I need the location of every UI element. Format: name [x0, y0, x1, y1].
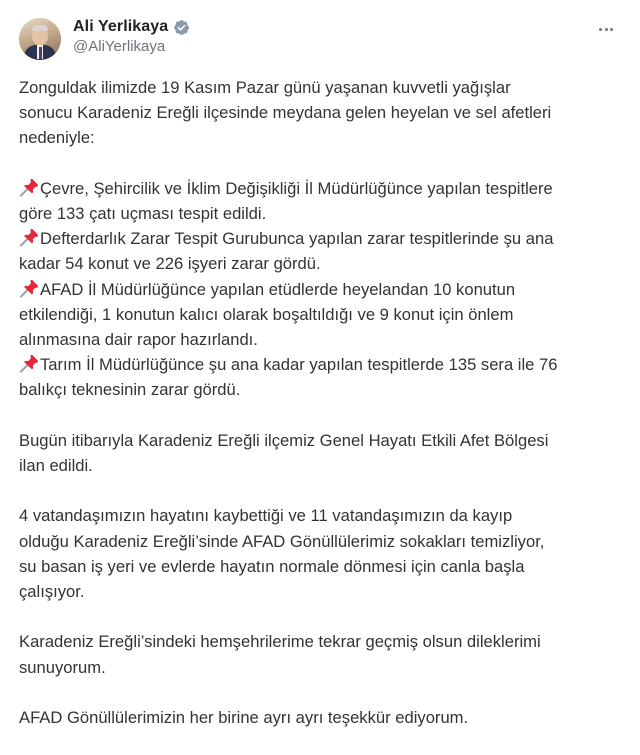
text-line: sonucu Karadeniz Ereğli ilçesinde meydana gelen heyelan ve sel afetleri — [19, 103, 552, 123]
text-line: çalışıyor. — [19, 582, 85, 602]
author-name-row — [73, 16, 190, 38]
text-line: Zonguldak ilimizde 19 Kasım Pazar günü yaşanan kuvvetli yağışlar — [19, 78, 511, 97]
bullet-item-line — [19, 277, 629, 302]
pushpin-icon — [19, 228, 39, 247]
text-line: AFAD Gönüllülerimizin her birine ayrı ayrı teşekkür ediyorum. — [19, 708, 469, 727]
tweet-text — [19, 75, 629, 755]
bullet-text: Çevre, Şehircilik ve İklim Değişikliği İl Müdürlüğünce yapılan tespitlere — [40, 178, 553, 198]
text-line: nedeniyle: — [19, 128, 95, 148]
text-line: 4 vatandaşımızın hayatını kaybettiği ve 11 vatandaşımızın da kayıp — [19, 506, 513, 526]
text-line: sunuyorum. — [19, 657, 106, 677]
bullet-item-line: etkilendiği, 1 konutun kalıcı olarak boşaltıldığı ve 9 konut için önlem — [19, 304, 514, 324]
pushpin-icon — [19, 178, 39, 197]
more-dot-icon — [605, 28, 608, 31]
bullet-item-line: alınmasına dair rapor hazırlandı. — [19, 330, 258, 350]
bullet-item-line — [19, 226, 629, 251]
bullet-text: Tarım İl Müdürlüğünce şu ana kadar yapılan tespitlerde 135 sera ile 76 — [40, 355, 558, 375]
bullet-item-line: balıkçı teknesinin zarar gördü. — [19, 380, 241, 400]
intro-paragraph — [19, 75, 629, 151]
avatar[interactable] — [19, 18, 61, 60]
text-line: Bugün itibarıyla Karadeniz Ereğli ilçemiz Genel Hayatı Etkili Afet Bölgesi — [19, 430, 549, 450]
text-line: Karadeniz Ereğli’sindeki hemşehrilerime tekrar geçmiş olsun dileklerimi — [19, 632, 541, 652]
bullet-item-line: göre 133 çatı uçması tespit edildi. — [19, 204, 267, 223]
casualties-paragraph — [19, 503, 629, 604]
text-line: su basan iş yeri ve evlerde hayatın normale dönmesi için canla başla — [19, 556, 525, 576]
avatar-tie — [39, 47, 42, 59]
wishes-paragraph — [19, 629, 629, 679]
text-line: ilan edildi. — [19, 456, 93, 476]
more-options-button[interactable] — [597, 26, 615, 33]
tweet-header — [0, 0, 640, 70]
bullet-text: Defterdarlık Zarar Tespit Gurubunca yapılan zarar tespitlerinde şu ana — [40, 229, 554, 249]
bullet-item-line: kadar 54 konut ve 226 işyeri zarar gördü. — [19, 254, 321, 274]
pushpin-icon — [19, 279, 39, 298]
more-dot-icon — [599, 28, 602, 31]
avatar-hair — [32, 25, 48, 31]
bullet-list — [19, 176, 629, 403]
text-line: olduğu Karadeniz Ereğli’sinde AFAD Gönüllülerimiz sokakları temizliyor, — [19, 531, 545, 551]
bullet-text: AFAD İl Müdürlüğünce yapılan etüdlerde heyelandan 10 konutun — [40, 279, 516, 299]
thanks-paragraph — [19, 705, 629, 730]
pushpin-icon — [19, 354, 39, 373]
disaster-zone-paragraph — [19, 428, 629, 478]
author-handle[interactable]: @AliYerlikaya — [73, 38, 166, 55]
author-name[interactable]: Ali Yerlikaya — [73, 18, 169, 35]
verified-badge-icon — [173, 19, 190, 36]
bullet-item-line — [19, 176, 629, 201]
more-dot-icon — [610, 28, 613, 31]
bullet-item-line — [19, 352, 629, 377]
